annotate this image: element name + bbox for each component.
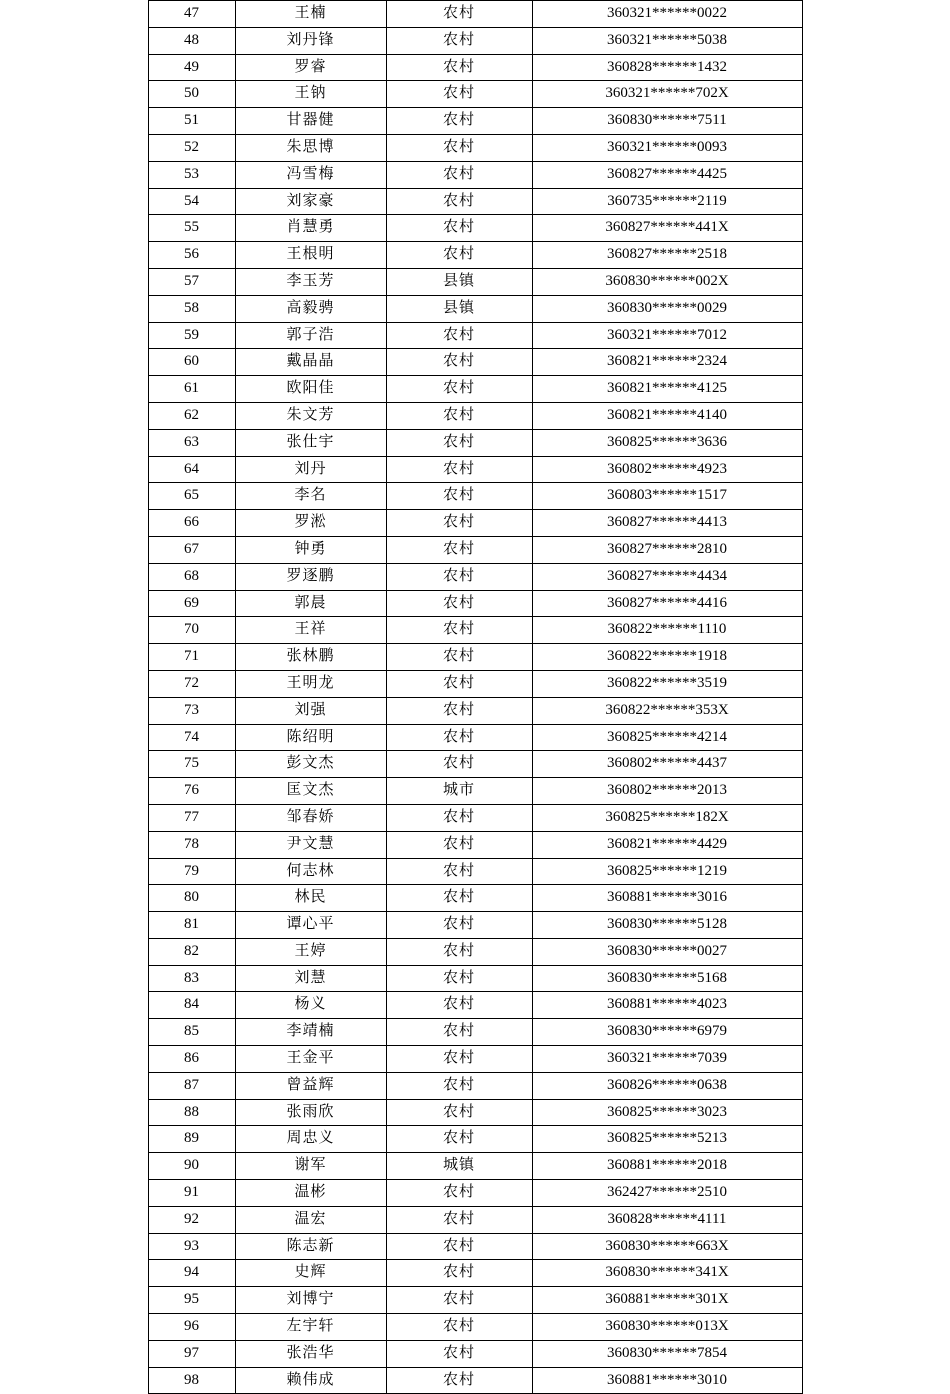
cell-id-number: 360830******013X — [532, 1314, 802, 1341]
table-row — [148, 1099, 802, 1126]
cell-id-number: 360822******3519 — [532, 670, 802, 697]
table-row — [148, 188, 802, 215]
cell-index: 50 — [148, 81, 235, 108]
cell-id-number: 360821******4125 — [532, 376, 802, 403]
cell-index: 49 — [148, 54, 235, 81]
cell-id-number: 360825******5213 — [532, 1126, 802, 1153]
cell-name: 张雨欣 — [235, 1099, 386, 1126]
cell-index: 51 — [148, 108, 235, 135]
cell-id-number: 362427******2510 — [532, 1180, 802, 1207]
table-row — [148, 912, 802, 939]
table-row — [148, 751, 802, 778]
cell-name: 罗逐鹏 — [235, 563, 386, 590]
cell-index: 92 — [148, 1206, 235, 1233]
cell-id-number: 360827******4425 — [532, 161, 802, 188]
cell-id-number: 360881******4023 — [532, 992, 802, 1019]
table-row — [148, 1126, 802, 1153]
cell-name: 朱文芳 — [235, 402, 386, 429]
cell-name: 谢军 — [235, 1153, 386, 1180]
table-row — [148, 617, 802, 644]
cell-id-number: 360827******4416 — [532, 590, 802, 617]
cell-type: 农村 — [386, 349, 532, 376]
table-row — [148, 1019, 802, 1046]
cell-name: 李靖楠 — [235, 1019, 386, 1046]
cell-type: 农村 — [386, 992, 532, 1019]
cell-type: 农村 — [386, 670, 532, 697]
table-row — [148, 402, 802, 429]
cell-index: 87 — [148, 1072, 235, 1099]
cell-id-number: 360830******5128 — [532, 912, 802, 939]
cell-id-number: 360828******1432 — [532, 54, 802, 81]
cell-name: 赖伟成 — [235, 1367, 386, 1394]
cell-id-number: 360321******0022 — [532, 1, 802, 28]
cell-id-number: 360802******4923 — [532, 456, 802, 483]
table-row — [148, 295, 802, 322]
cell-type: 城镇 — [386, 1153, 532, 1180]
table-row — [148, 1180, 802, 1207]
table-row — [148, 831, 802, 858]
cell-type: 农村 — [386, 858, 532, 885]
cell-name: 曾益辉 — [235, 1072, 386, 1099]
cell-index: 89 — [148, 1126, 235, 1153]
cell-type: 农村 — [386, 402, 532, 429]
cell-id-number: 360822******1110 — [532, 617, 802, 644]
cell-type: 农村 — [386, 483, 532, 510]
cell-id-number: 360830******7854 — [532, 1340, 802, 1367]
cell-name: 何志林 — [235, 858, 386, 885]
cell-id-number: 360830******6979 — [532, 1019, 802, 1046]
cell-index: 54 — [148, 188, 235, 215]
cell-name: 杨义 — [235, 992, 386, 1019]
cell-type: 农村 — [386, 81, 532, 108]
cell-name: 李名 — [235, 483, 386, 510]
cell-id-number: 360821******2324 — [532, 349, 802, 376]
cell-id-number: 360825******182X — [532, 804, 802, 831]
cell-id-number: 360822******1918 — [532, 644, 802, 671]
cell-name: 陈志新 — [235, 1233, 386, 1260]
cell-type: 农村 — [386, 108, 532, 135]
cell-name: 王根明 — [235, 242, 386, 269]
cell-type: 农村 — [386, 1314, 532, 1341]
cell-name: 刘丹 — [235, 456, 386, 483]
table-row — [148, 1046, 802, 1073]
cell-id-number: 360830******7511 — [532, 108, 802, 135]
cell-index: 64 — [148, 456, 235, 483]
cell-type: 农村 — [386, 590, 532, 617]
table-row — [148, 134, 802, 161]
cell-id-number: 360827******2810 — [532, 536, 802, 563]
table-row — [148, 108, 802, 135]
cell-name: 张浩华 — [235, 1340, 386, 1367]
cell-type: 农村 — [386, 1260, 532, 1287]
cell-name: 甘器健 — [235, 108, 386, 135]
cell-name: 郭晨 — [235, 590, 386, 617]
cell-type: 农村 — [386, 751, 532, 778]
cell-name: 肖慧勇 — [235, 215, 386, 242]
cell-index: 91 — [148, 1180, 235, 1207]
cell-type: 农村 — [386, 429, 532, 456]
cell-type: 农村 — [386, 134, 532, 161]
cell-name: 冯雪梅 — [235, 161, 386, 188]
cell-id-number: 360826******0638 — [532, 1072, 802, 1099]
cell-name: 王婷 — [235, 938, 386, 965]
cell-name: 邹春娇 — [235, 804, 386, 831]
cell-id-number: 360825******3636 — [532, 429, 802, 456]
roster-table — [148, 0, 803, 1394]
table-row — [148, 54, 802, 81]
cell-index: 96 — [148, 1314, 235, 1341]
cell-index: 63 — [148, 429, 235, 456]
cell-name: 王楠 — [235, 1, 386, 28]
table-row — [148, 590, 802, 617]
table-row — [148, 724, 802, 751]
cell-index: 72 — [148, 670, 235, 697]
cell-name: 温彬 — [235, 1180, 386, 1207]
cell-index: 88 — [148, 1099, 235, 1126]
cell-index: 97 — [148, 1340, 235, 1367]
table-row — [148, 1367, 802, 1394]
table-row — [148, 1206, 802, 1233]
cell-type: 农村 — [386, 54, 532, 81]
cell-index: 61 — [148, 376, 235, 403]
cell-name: 张林鹏 — [235, 644, 386, 671]
cell-id-number: 360830******341X — [532, 1260, 802, 1287]
cell-index: 98 — [148, 1367, 235, 1394]
cell-index: 59 — [148, 322, 235, 349]
cell-index: 47 — [148, 1, 235, 28]
cell-id-number: 360803******1517 — [532, 483, 802, 510]
table-row — [148, 563, 802, 590]
cell-index: 60 — [148, 349, 235, 376]
table-row — [148, 1287, 802, 1314]
cell-type: 农村 — [386, 1287, 532, 1314]
cell-name: 欧阳佳 — [235, 376, 386, 403]
cell-type: 农村 — [386, 242, 532, 269]
cell-id-number: 360827******441X — [532, 215, 802, 242]
cell-index: 78 — [148, 831, 235, 858]
table-row — [148, 242, 802, 269]
table-row — [148, 510, 802, 537]
cell-index: 52 — [148, 134, 235, 161]
table-row — [148, 376, 802, 403]
cell-type: 农村 — [386, 885, 532, 912]
table-row — [148, 1260, 802, 1287]
table-row — [148, 27, 802, 54]
cell-name: 尹文慧 — [235, 831, 386, 858]
cell-name: 左宇轩 — [235, 1314, 386, 1341]
cell-index: 74 — [148, 724, 235, 751]
cell-id-number: 360825******1219 — [532, 858, 802, 885]
table-row — [148, 456, 802, 483]
table-row — [148, 992, 802, 1019]
table-row — [148, 858, 802, 885]
cell-id-number: 360827******2518 — [532, 242, 802, 269]
cell-id-number: 360321******0093 — [532, 134, 802, 161]
cell-index: 82 — [148, 938, 235, 965]
table-row — [148, 215, 802, 242]
cell-type: 农村 — [386, 1099, 532, 1126]
cell-name: 王明龙 — [235, 670, 386, 697]
cell-type: 农村 — [386, 724, 532, 751]
cell-type: 农村 — [386, 161, 532, 188]
cell-id-number: 360802******4437 — [532, 751, 802, 778]
table-row — [148, 697, 802, 724]
cell-index: 58 — [148, 295, 235, 322]
cell-id-number: 360830******0027 — [532, 938, 802, 965]
cell-name: 张仕宇 — [235, 429, 386, 456]
cell-index: 93 — [148, 1233, 235, 1260]
cell-id-number: 360321******7039 — [532, 1046, 802, 1073]
cell-id-number: 360827******4434 — [532, 563, 802, 590]
cell-type: 县镇 — [386, 268, 532, 295]
cell-name: 朱思博 — [235, 134, 386, 161]
cell-type: 农村 — [386, 510, 532, 537]
cell-type: 农村 — [386, 1019, 532, 1046]
cell-type: 农村 — [386, 376, 532, 403]
cell-index: 69 — [148, 590, 235, 617]
cell-name: 王钠 — [235, 81, 386, 108]
table-row — [148, 804, 802, 831]
table-row — [148, 429, 802, 456]
table-row — [148, 1340, 802, 1367]
cell-type: 农村 — [386, 912, 532, 939]
cell-id-number: 360830******663X — [532, 1233, 802, 1260]
table-row — [148, 965, 802, 992]
cell-name: 王祥 — [235, 617, 386, 644]
cell-type: 农村 — [386, 1206, 532, 1233]
cell-index: 53 — [148, 161, 235, 188]
table-row — [148, 268, 802, 295]
cell-index: 75 — [148, 751, 235, 778]
cell-type: 农村 — [386, 536, 532, 563]
cell-type: 农村 — [386, 27, 532, 54]
cell-type: 农村 — [386, 1046, 532, 1073]
cell-index: 65 — [148, 483, 235, 510]
cell-name: 王金平 — [235, 1046, 386, 1073]
cell-name: 温宏 — [235, 1206, 386, 1233]
cell-id-number: 360825******3023 — [532, 1099, 802, 1126]
cell-index: 79 — [148, 858, 235, 885]
cell-type: 农村 — [386, 563, 532, 590]
cell-name: 罗睿 — [235, 54, 386, 81]
cell-name: 匡文杰 — [235, 778, 386, 805]
cell-index: 76 — [148, 778, 235, 805]
table-row — [148, 322, 802, 349]
cell-name: 史辉 — [235, 1260, 386, 1287]
cell-index: 70 — [148, 617, 235, 644]
cell-index: 81 — [148, 912, 235, 939]
cell-id-number: 360830******0029 — [532, 295, 802, 322]
cell-type: 农村 — [386, 644, 532, 671]
cell-name: 林民 — [235, 885, 386, 912]
table-row — [148, 644, 802, 671]
cell-index: 77 — [148, 804, 235, 831]
cell-type: 农村 — [386, 456, 532, 483]
cell-index: 62 — [148, 402, 235, 429]
cell-type: 农村 — [386, 215, 532, 242]
cell-id-number: 360825******4214 — [532, 724, 802, 751]
cell-id-number: 360802******2013 — [532, 778, 802, 805]
table-row — [148, 349, 802, 376]
cell-type: 县镇 — [386, 295, 532, 322]
cell-type: 农村 — [386, 1367, 532, 1394]
cell-name: 陈绍明 — [235, 724, 386, 751]
table-row — [148, 1, 802, 28]
cell-index: 66 — [148, 510, 235, 537]
cell-type: 农村 — [386, 617, 532, 644]
cell-index: 84 — [148, 992, 235, 1019]
cell-name: 周忠义 — [235, 1126, 386, 1153]
cell-index: 68 — [148, 563, 235, 590]
cell-type: 农村 — [386, 1180, 532, 1207]
cell-id-number: 360321******7012 — [532, 322, 802, 349]
table-row — [148, 1233, 802, 1260]
cell-id-number: 360881******301X — [532, 1287, 802, 1314]
cell-type: 农村 — [386, 804, 532, 831]
cell-name: 刘丹锋 — [235, 27, 386, 54]
cell-id-number: 360821******4429 — [532, 831, 802, 858]
cell-type: 农村 — [386, 1, 532, 28]
cell-name: 刘家豪 — [235, 188, 386, 215]
cell-id-number: 360830******5168 — [532, 965, 802, 992]
table-row — [148, 670, 802, 697]
cell-index: 48 — [148, 27, 235, 54]
cell-index: 85 — [148, 1019, 235, 1046]
cell-id-number: 360881******3010 — [532, 1367, 802, 1394]
table-row — [148, 938, 802, 965]
cell-type: 城市 — [386, 778, 532, 805]
cell-name: 刘博宁 — [235, 1287, 386, 1314]
cell-index: 95 — [148, 1287, 235, 1314]
cell-type: 农村 — [386, 938, 532, 965]
cell-index: 80 — [148, 885, 235, 912]
table-row — [148, 161, 802, 188]
cell-id-number: 360827******4413 — [532, 510, 802, 537]
cell-id-number: 360321******702X — [532, 81, 802, 108]
roster-table-body — [148, 1, 802, 1394]
cell-type: 农村 — [386, 1072, 532, 1099]
cell-type: 农村 — [386, 965, 532, 992]
cell-type: 农村 — [386, 1233, 532, 1260]
table-row — [148, 81, 802, 108]
cell-type: 农村 — [386, 1126, 532, 1153]
cell-type: 农村 — [386, 1340, 532, 1367]
cell-type: 农村 — [386, 322, 532, 349]
cell-index: 94 — [148, 1260, 235, 1287]
cell-type: 农村 — [386, 831, 532, 858]
cell-id-number: 360830******002X — [532, 268, 802, 295]
table-row — [148, 1314, 802, 1341]
cell-name: 罗淞 — [235, 510, 386, 537]
cell-id-number: 360881******3016 — [532, 885, 802, 912]
table-row — [148, 1072, 802, 1099]
cell-name: 李玉芳 — [235, 268, 386, 295]
cell-type: 农村 — [386, 697, 532, 724]
cell-id-number: 360881******2018 — [532, 1153, 802, 1180]
table-row — [148, 885, 802, 912]
cell-index: 55 — [148, 215, 235, 242]
table-row — [148, 483, 802, 510]
cell-id-number: 360822******353X — [532, 697, 802, 724]
cell-name: 高毅骋 — [235, 295, 386, 322]
cell-index: 67 — [148, 536, 235, 563]
cell-name: 彭文杰 — [235, 751, 386, 778]
cell-index: 73 — [148, 697, 235, 724]
cell-id-number: 360821******4140 — [532, 402, 802, 429]
cell-name: 钟勇 — [235, 536, 386, 563]
cell-id-number: 360735******2119 — [532, 188, 802, 215]
cell-index: 83 — [148, 965, 235, 992]
cell-name: 郭子浩 — [235, 322, 386, 349]
table-row — [148, 1153, 802, 1180]
cell-type: 农村 — [386, 188, 532, 215]
cell-index: 56 — [148, 242, 235, 269]
cell-index: 71 — [148, 644, 235, 671]
table-row — [148, 778, 802, 805]
cell-id-number: 360321******5038 — [532, 27, 802, 54]
cell-index: 90 — [148, 1153, 235, 1180]
cell-id-number: 360828******4111 — [532, 1206, 802, 1233]
table-row — [148, 536, 802, 563]
cell-name: 刘强 — [235, 697, 386, 724]
cell-name: 戴晶晶 — [235, 349, 386, 376]
cell-index: 86 — [148, 1046, 235, 1073]
cell-name: 刘慧 — [235, 965, 386, 992]
cell-name: 谭心平 — [235, 912, 386, 939]
cell-index: 57 — [148, 268, 235, 295]
